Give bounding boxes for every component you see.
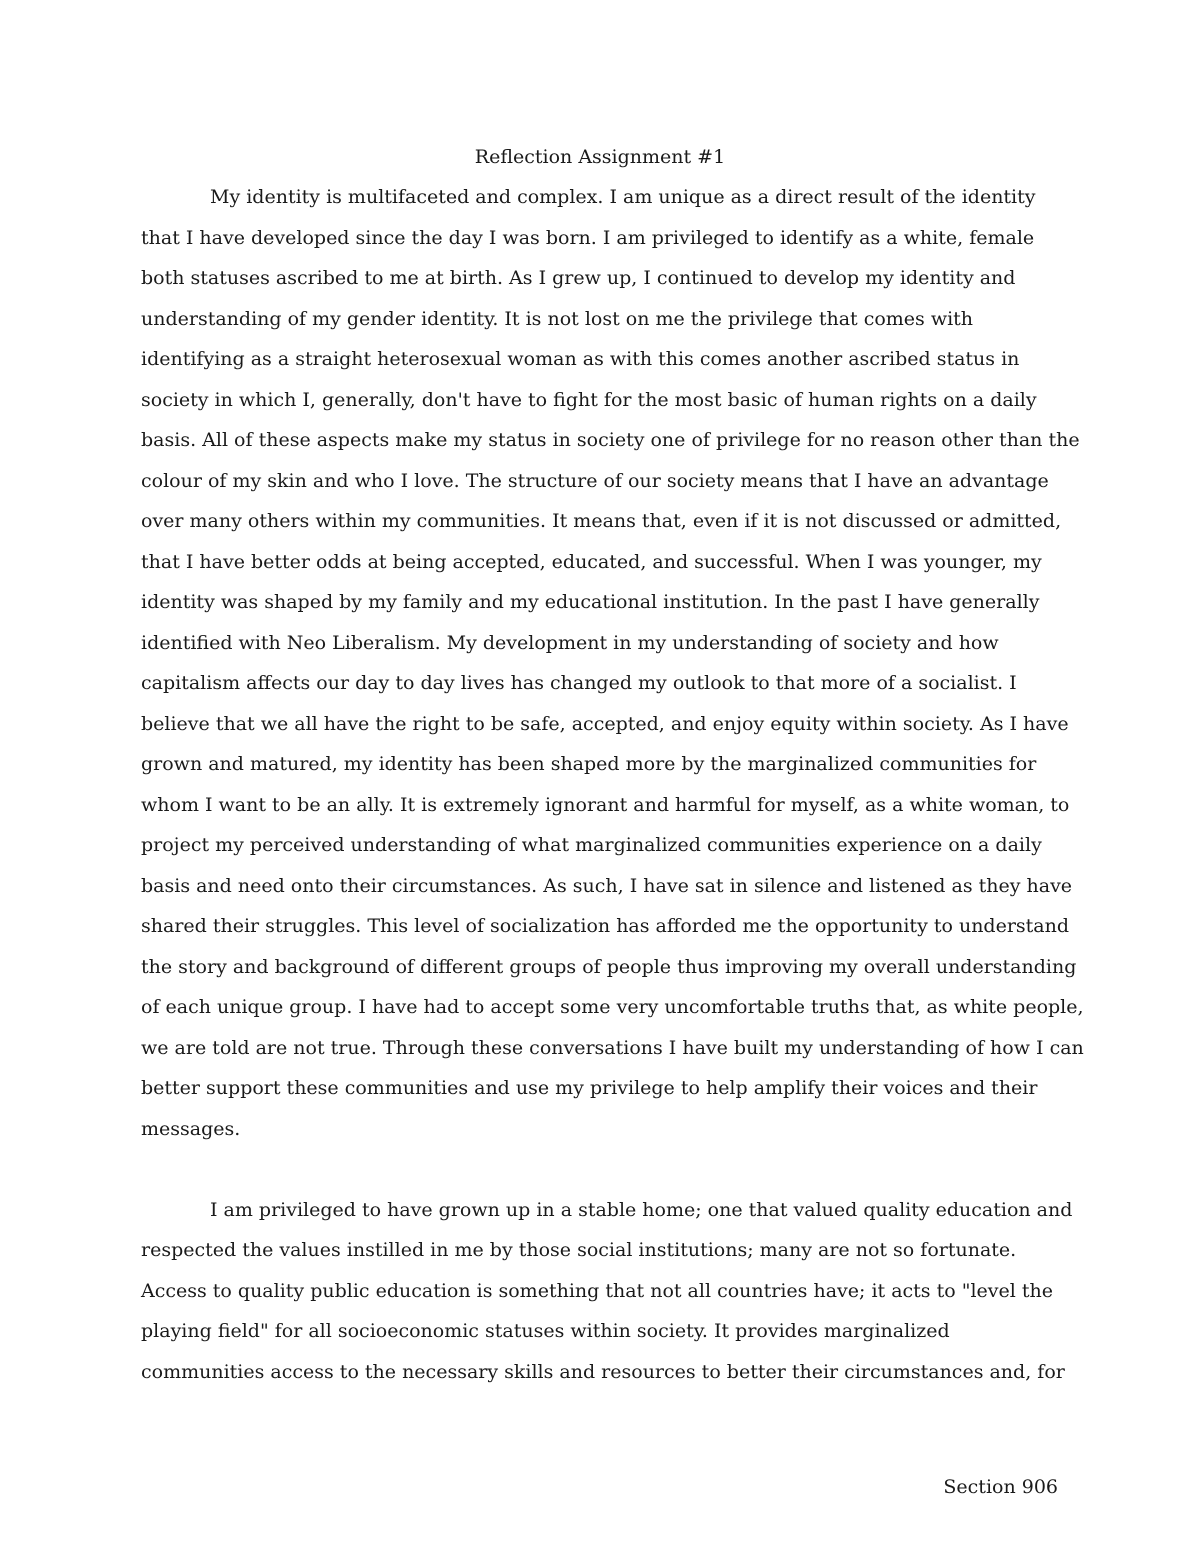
text-line: whom I want to be an ally. It is extremely ignorant and harmful for myself, as a white woman, to bbox=[141, 793, 1070, 816]
text-line: shared their struggles. This level of socialization has afforded me the opportunity to understand bbox=[141, 915, 1070, 937]
document-body bbox=[141, 184, 1084, 1399]
text-line: of each unique group. I have had to accept some very uncomfortable truths that, as white people, bbox=[141, 996, 1084, 1018]
text-line: capitalism affects our day to day lives has changed my outlook to that more of a socialist. I bbox=[141, 672, 1017, 694]
text-line: basis and need onto their circumstances. As such, I have sat in silence and listened as they have bbox=[141, 874, 1073, 897]
paragraph-gap bbox=[141, 1156, 1071, 1197]
text-line: respected the values instilled in me by those social institutions; many are not so fortunate. bbox=[141, 1239, 1017, 1261]
text-line: My identity is multifaceted and complex. I am unique as a direct result of the identity bbox=[210, 186, 1036, 208]
text-line: that I have better odds at being accepted, educated, and successful. When I was younger, my bbox=[141, 550, 1042, 573]
text-line: messages. bbox=[141, 1117, 241, 1140]
text-line: playing field" for all socioeconomic statuses within society. It provides marginalized bbox=[141, 1320, 950, 1342]
text-line: identified with Neo Liberalism. My development in my understanding of society and how bbox=[141, 631, 999, 654]
footer-section-label: Section 906 bbox=[943, 1476, 1058, 1498]
text-line: society in which I, generally, don't have to fight for the most basic of human rights on a daily bbox=[141, 388, 1037, 411]
text-line: believe that we all have the right to be safe, accepted, and enjoy equity within society. As I have bbox=[141, 712, 1069, 735]
text-line: the story and background of different groups of people thus improving my overall understanding bbox=[141, 955, 1077, 978]
text-line: colour of my skin and who I love. The structure of our society means that I have an advantage bbox=[141, 469, 1049, 492]
text-line: understanding of my gender identity. It is not lost on me the privilege that comes with bbox=[141, 307, 974, 330]
text-line: that I have developed since the day I was born. I am privileged to identify as a white, female bbox=[141, 226, 1035, 249]
text-line: basis. All of these aspects make my status in society one of privilege for no reason other than the bbox=[141, 429, 1080, 451]
text-line: grown and matured, my identity has been shaped more by the marginalized communities for bbox=[141, 753, 1037, 775]
text-line: both statuses ascribed to me at birth. As I grew up, I continued to develop my identity and bbox=[141, 267, 1016, 289]
paragraph-2 bbox=[141, 1197, 1071, 1400]
paragraph-1 bbox=[141, 184, 1084, 1156]
text-line: identifying as a straight heterosexual woman as with this comes another ascribed status in bbox=[141, 348, 1020, 370]
text-line: I am privileged to have grown up in a stable home; one that valued quality education and bbox=[210, 1198, 1073, 1221]
text-line: over many others within my communities. It means that, even if it is not discussed or admitted, bbox=[141, 510, 1062, 532]
text-line: identity was shaped by my family and my educational institution. In the past I have generally bbox=[141, 591, 1040, 613]
text-line: we are told are not true. Through these conversations I have built my understanding of how I can bbox=[141, 1036, 1084, 1059]
text-line: communities access to the necessary skills and resources to better their circumstances and, for bbox=[141, 1360, 1065, 1383]
text-line: Access to quality public education is something that not all countries have; it acts to "level the bbox=[141, 1279, 1053, 1302]
text-line: better support these communities and use my privilege to help amplify their voices and their bbox=[141, 1077, 1038, 1099]
text-line: project my perceived understanding of what marginalized communities experience on a daily bbox=[141, 834, 1042, 856]
document-title: Reflection Assignment #1 bbox=[474, 146, 726, 168]
